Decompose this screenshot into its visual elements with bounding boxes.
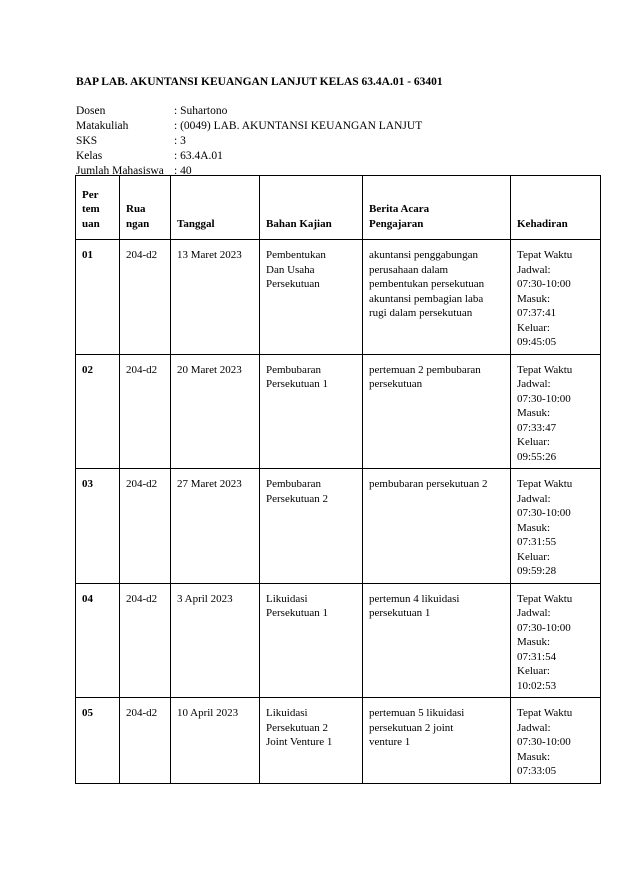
cell-kehadiran-line: Keluar:: [517, 436, 550, 448]
meta-row-sks: [76, 134, 422, 149]
cell-pertemuan: 05: [76, 698, 120, 784]
cell-berita-acara-line: pertemun 4 likuidasi: [369, 592, 460, 605]
cell-berita-acara-line: venture 1: [369, 736, 411, 748]
table-row: [76, 354, 601, 469]
cell-bahan-kajian-line: Likuidasi: [266, 592, 308, 605]
cell-bahan-kajian-line: Persekutuan 1: [266, 607, 329, 619]
cell-kehadiran-line: 07:37:41: [517, 307, 557, 319]
header-tanggal: Tanggal: [171, 176, 260, 240]
cell-kehadiran-line: 07:31:54: [517, 650, 557, 663]
cell-bahan-kajian-line: Likuidasi: [266, 707, 308, 719]
cell-kehadiran-line: Tepat Waktu: [517, 707, 573, 719]
table-row: [76, 698, 601, 784]
cell-pertemuan: 01: [76, 240, 120, 355]
cell-berita-acara-line: perusahaan dalam: [369, 263, 449, 276]
cell-berita-acara-line: persekutuan: [369, 378, 423, 390]
cell-kehadiran-line: 07:30-10:00: [517, 621, 571, 634]
cell-berita-acara-line: akuntansi penggabungan: [369, 249, 479, 261]
cell-berita-acara: [363, 583, 511, 698]
meta-key: Jumlah Mahasiswa: [76, 165, 164, 177]
cell-berita-acara: [363, 354, 511, 469]
cell-kehadiran-line: Tepat Waktu: [517, 478, 573, 490]
cell-kehadiran-line: Masuk:: [517, 407, 550, 419]
cell-pertemuan: 02: [76, 354, 120, 469]
cell-bahan-kajian-line: Persekutuan 1: [266, 378, 329, 390]
header-line: uan: [82, 217, 100, 230]
cell-kehadiran-line: Jadwal:: [517, 378, 551, 390]
cell-bahan-kajian-line: Dan Usaha: [266, 263, 315, 276]
cell-kehadiran-line: Jadwal:: [517, 607, 551, 619]
cell-berita-acara: [363, 240, 511, 355]
header-line: Pengajaran: [369, 217, 424, 230]
cell-ruangan: 204-d2: [120, 698, 171, 784]
table-body: [76, 240, 601, 784]
cell-tanggal: 3 April 2023: [171, 583, 260, 698]
cell-tanggal: 10 April 2023: [171, 698, 260, 784]
cell-kehadiran-line: 09:55:26: [517, 450, 557, 463]
header-ruangan: [120, 176, 171, 240]
cell-ruangan: 204-d2: [120, 583, 171, 698]
cell-bahan-kajian: [260, 469, 363, 584]
cell-kehadiran-line: 07:30-10:00: [517, 392, 571, 405]
table-row: [76, 469, 601, 584]
cell-kehadiran: [511, 583, 601, 698]
cell-bahan-kajian-line: Pembubaran: [266, 363, 321, 376]
cell-bahan-kajian: [260, 698, 363, 784]
header-kehadiran: Kehadiran: [511, 176, 601, 240]
cell-kehadiran-line: 07:30-10:00: [517, 736, 571, 748]
cell-kehadiran-line: Keluar:: [517, 321, 550, 334]
cell-berita-acara-line: persekutuan 1: [369, 607, 431, 619]
cell-kehadiran: [511, 240, 601, 355]
header-line: Berita Acara: [369, 203, 430, 215]
cell-bahan-kajian-line: Pembubaran: [266, 478, 321, 490]
meta-value: : 3: [174, 135, 186, 147]
cell-pertemuan: 03: [76, 469, 120, 584]
meta-row-kelas: [76, 149, 422, 164]
cell-berita-acara-line: rugi dalam persekutuan: [369, 307, 473, 319]
table-row: [76, 583, 601, 698]
cell-berita-acara-line: pembubaran persekutuan 2: [369, 478, 488, 490]
cell-kehadiran-line: Masuk:: [517, 292, 550, 305]
table-row: [76, 240, 601, 355]
meta-row-dosen: [76, 104, 422, 119]
cell-kehadiran: [511, 354, 601, 469]
cell-bahan-kajian: [260, 583, 363, 698]
cell-pertemuan: 04: [76, 583, 120, 698]
cell-bahan-kajian: [260, 240, 363, 355]
cell-berita-acara-line: pertemuan 2 pembubaran: [369, 363, 481, 376]
cell-kehadiran-line: Jadwal:: [517, 263, 551, 276]
header-line: ngan: [126, 217, 150, 230]
table-header-row: [76, 176, 601, 240]
cell-kehadiran: [511, 469, 601, 584]
cell-bahan-kajian-line: Persekutuan 2: [266, 492, 329, 505]
meta-value: : Suhartono: [174, 105, 228, 117]
cell-kehadiran-line: Jadwal:: [517, 721, 551, 734]
header-line: Per: [82, 188, 99, 201]
cell-berita-acara-line: akuntansi pembagian laba: [369, 292, 484, 305]
cell-bahan-kajian-line: Persekutuan: [266, 278, 320, 290]
cell-berita-acara-line: persekutuan 2 joint: [369, 721, 454, 734]
meta-key: Matakuliah: [76, 120, 129, 132]
meta-key: Kelas: [76, 150, 103, 162]
cell-berita-acara-line: pertemuan 5 likuidasi: [369, 707, 465, 719]
cell-tanggal: 27 Maret 2023: [171, 469, 260, 584]
cell-bahan-kajian-line: Joint Venture 1: [266, 736, 333, 748]
document-title: BAP LAB. AKUNTANSI KEUANGAN LANJUT KELAS 63.4A.01 - 63401: [76, 76, 443, 88]
cell-kehadiran-line: Tepat Waktu: [517, 363, 573, 376]
cell-kehadiran-line: 10:02:53: [517, 679, 557, 692]
meta-value: : (0049) LAB. AKUNTANSI KEUANGAN LANJUT: [174, 120, 423, 132]
cell-berita-acara-line: pembentukan persekutuan: [369, 278, 485, 290]
cell-ruangan: 204-d2: [120, 240, 171, 355]
cell-kehadiran-line: Tepat Waktu: [517, 592, 573, 605]
cell-kehadiran-line: 07:33:05: [517, 765, 557, 777]
cell-kehadiran-line: Keluar:: [517, 665, 550, 677]
header-berita-acara: [363, 176, 511, 240]
meta-row-matakuliah: [76, 119, 422, 134]
header-line: Rua: [126, 203, 146, 215]
cell-bahan-kajian: [260, 354, 363, 469]
cell-kehadiran-line: Masuk:: [517, 521, 550, 534]
header-line: tem: [82, 203, 100, 215]
meta-key: SKS: [76, 135, 98, 147]
cell-ruangan: 204-d2: [120, 354, 171, 469]
cell-ruangan: 204-d2: [120, 469, 171, 584]
cell-kehadiran-line: 09:59:28: [517, 565, 557, 577]
cell-kehadiran-line: Jadwal:: [517, 492, 551, 505]
course-info: [76, 104, 422, 179]
header-pertemuan: [76, 176, 120, 240]
cell-kehadiran-line: 07:33:47: [517, 421, 557, 434]
cell-tanggal: 20 Maret 2023: [171, 354, 260, 469]
cell-kehadiran-line: 07:31:55: [517, 536, 557, 548]
cell-berita-acara: [363, 469, 511, 584]
cell-tanggal: 13 Maret 2023: [171, 240, 260, 355]
cell-bahan-kajian-line: Persekutuan 2: [266, 721, 329, 734]
cell-kehadiran-line: 07:30-10:00: [517, 278, 571, 290]
header-bahan-kajian: Bahan Kajian: [260, 176, 363, 240]
meta-key: Dosen: [76, 105, 106, 117]
cell-kehadiran-line: 09:45:05: [517, 336, 557, 348]
cell-kehadiran: [511, 698, 601, 784]
meta-value: : 40: [174, 165, 192, 177]
cell-bahan-kajian-line: Pembentukan: [266, 249, 326, 261]
cell-kehadiran-line: 07:30-10:00: [517, 507, 571, 519]
attendance-table: [75, 175, 601, 784]
cell-kehadiran-line: Masuk:: [517, 750, 550, 763]
cell-kehadiran-line: Keluar:: [517, 550, 550, 563]
cell-kehadiran-line: Tepat Waktu: [517, 249, 573, 261]
cell-kehadiran-line: Masuk:: [517, 636, 550, 648]
cell-berita-acara: [363, 698, 511, 784]
meta-value: : 63.4A.01: [174, 150, 223, 162]
